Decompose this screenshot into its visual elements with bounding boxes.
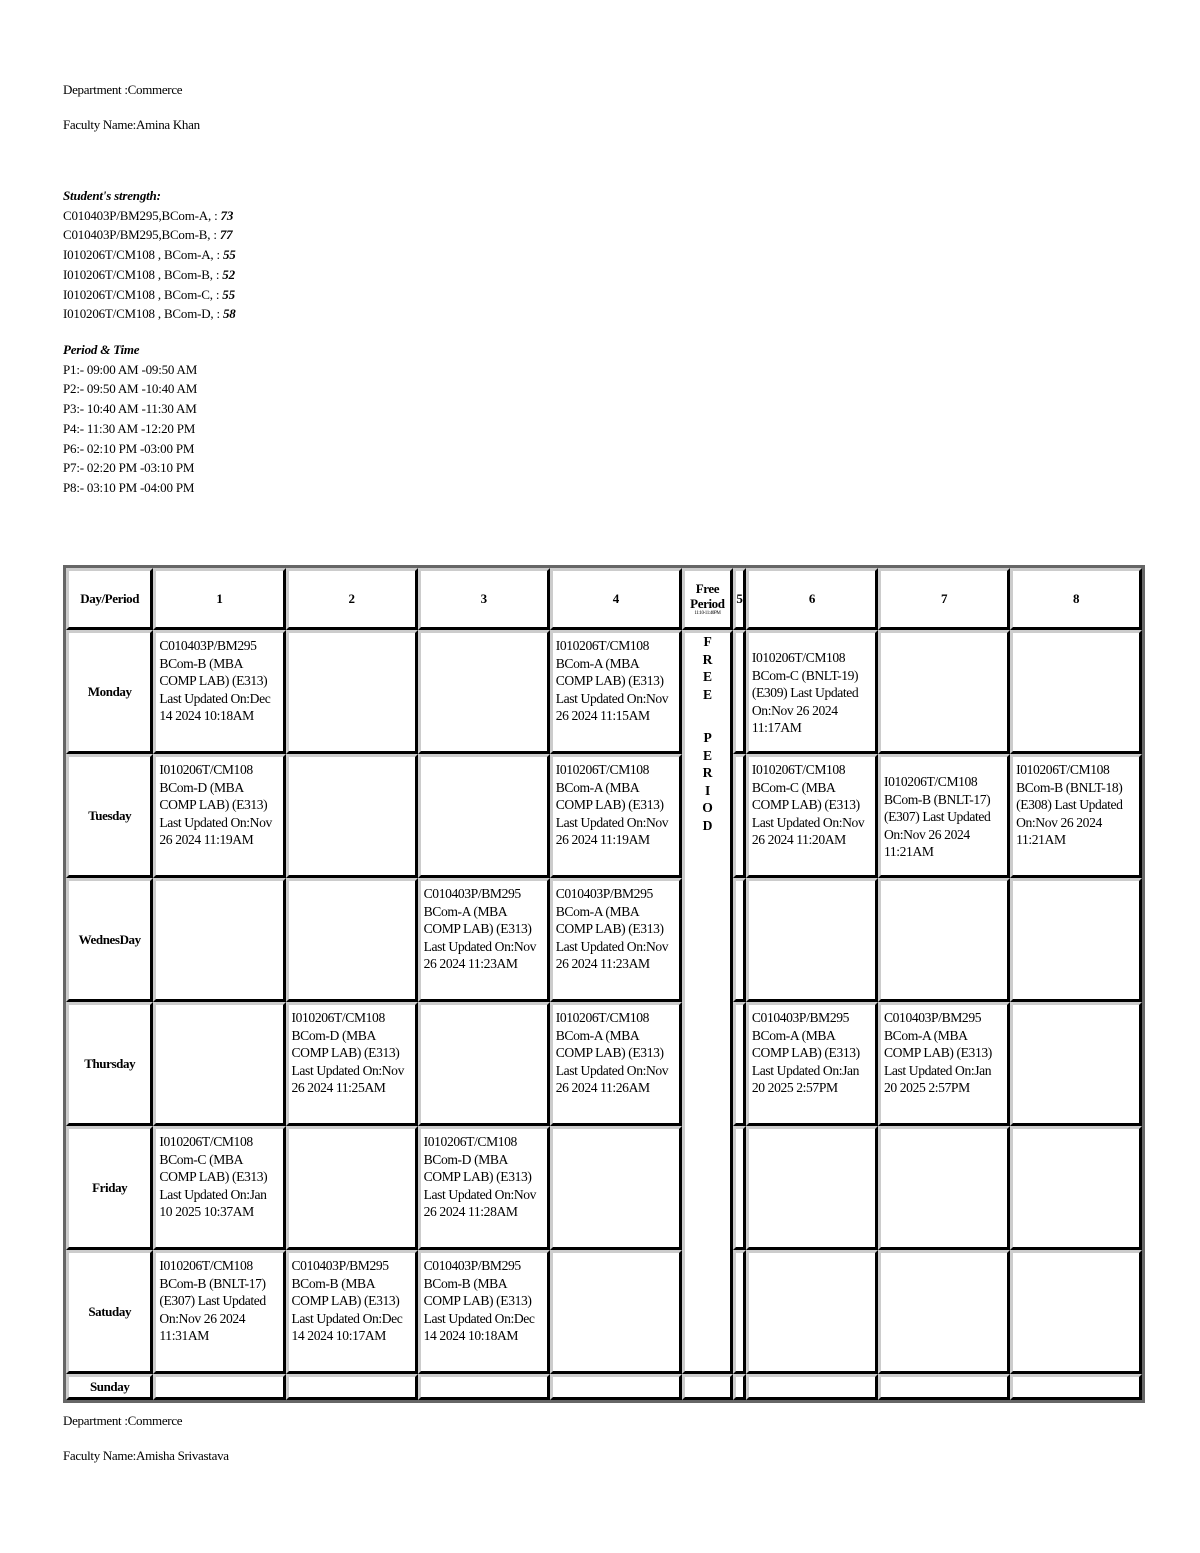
timetable-cell	[733, 754, 746, 878]
timetable-cell	[286, 1126, 418, 1250]
corner-header: Day/Period	[66, 568, 153, 630]
timetable-cell: I010206T/CM108 BCom-C (BNLT-19)(E309) Last Updated On:Nov 26 2024 11:17AM	[746, 630, 878, 754]
period-row: P4:- 11:30 AM -12:20 PM	[63, 420, 196, 436]
timetable-cell	[1010, 1250, 1142, 1374]
day-label: Thursday	[66, 1002, 153, 1126]
period-row: P1:- 09:00 AM -09:50 AM	[63, 361, 198, 377]
timetable-cell: I010206T/CM108 BCom-B (BNLT-17)(E307) Last Updated On:Nov 26 2024 11:31AM	[153, 1250, 285, 1374]
day-label: Satuday	[66, 1250, 153, 1374]
timetable-cell: C010403P/BM295 BCom-A (MBA COMP LAB) (E313) Last Updated On:Nov 26 2024 11:23AM	[418, 878, 550, 1002]
timetable-cell: I010206T/CM108 BCom-D (MBA COMP LAB) (E313) Last Updated On:Nov 26 2024 11:28AM	[418, 1126, 550, 1250]
footer-department-label: Department :Commerce	[63, 1413, 183, 1428]
timetable-cell	[418, 1002, 550, 1126]
period-header: 6	[746, 568, 878, 630]
day-label: Monday	[66, 630, 153, 754]
timetable-cell	[1010, 1374, 1142, 1400]
timetable-cell	[682, 1374, 733, 1400]
period-header: 7	[878, 568, 1010, 630]
strength-row: C010403P/BM295,BCom-A, : 73	[63, 207, 234, 223]
period-header: 4	[550, 568, 682, 630]
footer-faculty-name-label: Faculty Name:Amisha Srivastava	[63, 1448, 229, 1463]
timetable-cell	[733, 1250, 746, 1374]
day-label: WednesDay	[66, 878, 153, 1002]
period-header: 5	[733, 568, 746, 630]
timetable-cell: I010206T/CM108 BCom-C (MBA COMP LAB) (E313) Last Updated On:Jan 10 2025 10:37AM	[153, 1126, 285, 1250]
free-period-column	[682, 630, 733, 1374]
period-row: P2:- 09:50 AM -10:40 AM	[63, 381, 198, 397]
student-strength-title: Student's strength:	[63, 188, 161, 203]
timetable-cell	[1010, 1126, 1142, 1250]
strength-row: C010403P/BM295,BCom-B, : 77	[63, 227, 233, 243]
timetable-cell	[550, 1250, 682, 1374]
period-header: 8	[1010, 568, 1142, 630]
timetable-cell	[746, 878, 878, 1002]
timetable-cell	[746, 1126, 878, 1250]
timetable-cell	[746, 1374, 878, 1400]
timetable-cell: C010403P/BM295 BCom-B (MBA COMP LAB) (E313) Last Updated On:Dec 14 2024 10:18AM	[153, 630, 285, 754]
timetable-cell	[733, 878, 746, 1002]
timetable-cell: C010403P/BM295 BCom-A (MBA COMP LAB) (E313) Last Updated On:Jan 20 2025 2:57PM	[746, 1002, 878, 1126]
day-label: Friday	[66, 1126, 153, 1250]
free-period-text: FREE	[702, 634, 713, 702]
period-header: 1	[153, 568, 285, 630]
timetable-cell: C010403P/BM295 BCom-B (MBA COMP LAB) (E313) Last Updated On:Dec 14 2024 10:17AM	[286, 1250, 418, 1374]
timetable-cell: I010206T/CM108 BCom-D (MBA COMP LAB) (E313) Last Updated On:Nov 26 2024 11:25AM	[286, 1002, 418, 1126]
timetable-cell	[1010, 630, 1142, 754]
timetable-cell: I010206T/CM108 BCom-A (MBA COMP LAB) (E313) Last Updated On:Nov 26 2024 11:26AM	[550, 1002, 682, 1126]
strength-row: I010206T/CM108 , BCom-C, : 55	[63, 286, 235, 302]
department-label: Department :Commerce	[63, 82, 183, 97]
timetable-cell	[286, 754, 418, 878]
strength-row: I010206T/CM108 , BCom-A, : 55	[63, 247, 236, 263]
period-row: P8:- 03:10 PM -04:00 PM	[63, 479, 195, 495]
day-label: Tuesday	[66, 754, 153, 878]
timetable-cell	[153, 1374, 285, 1400]
timetable-cell: I010206T/CM108 BCom-B (BNLT-17)(E307) Last Updated On:Nov 26 2024 11:21AM	[878, 754, 1010, 878]
timetable-cell	[878, 1250, 1010, 1374]
timetable-cell	[286, 878, 418, 1002]
timetable-cell: I010206T/CM108 BCom-A (MBA COMP LAB) (E313) Last Updated On:Nov 26 2024 11:19AM	[550, 754, 682, 878]
period-header: 3	[418, 568, 550, 630]
timetable-cell	[550, 1126, 682, 1250]
timetable-cell	[418, 1374, 550, 1400]
timetable-cell	[153, 1002, 285, 1126]
timetable-cell: C010403P/BM295 BCom-B (MBA COMP LAB) (E313) Last Updated On:Dec 14 2024 10:18AM	[418, 1250, 550, 1374]
period-row: P7:- 02:20 PM -03:10 PM	[63, 460, 195, 476]
timetable-cell: I010206T/CM108 BCom-B (BNLT-18)(E308) Last Updated On:Nov 26 2024 11:21AM	[1010, 754, 1142, 878]
timetable-cell	[878, 630, 1010, 754]
timetable-cell: I010206T/CM108 BCom-C (MBA COMP LAB) (E313) Last Updated On:Nov 26 2024 11:20AM	[746, 754, 878, 878]
timetable-cell	[733, 1126, 746, 1250]
timetable-cell: C010403P/BM295 BCom-A (MBA COMP LAB) (E313) Last Updated On:Jan 20 2025 2:57PM	[878, 1002, 1010, 1126]
timetable-cell	[286, 1374, 418, 1400]
timetable-cell	[418, 754, 550, 878]
timetable-cell	[746, 1250, 878, 1374]
strength-row: I010206T/CM108 , BCom-B, : 52	[63, 266, 235, 282]
timetable-cell	[550, 1374, 682, 1400]
period-row: P6:- 02:10 PM -03:00 PM	[63, 440, 195, 456]
timetable-cell: I010206T/CM108 BCom-A (MBA COMP LAB) (E313) Last Updated On:Nov 26 2024 11:15AM	[550, 630, 682, 754]
timetable-cell	[733, 1002, 746, 1126]
timetable-cell	[878, 1374, 1010, 1400]
timetable	[63, 565, 1145, 1403]
period-row: P3:- 10:40 AM -11:30 AM	[63, 401, 197, 417]
period-time-title: Period & Time	[63, 342, 140, 357]
timetable-cell	[733, 1374, 746, 1400]
timetable-cell	[286, 630, 418, 754]
strength-row: I010206T/CM108 , BCom-D, : 58	[63, 306, 236, 322]
timetable-cell: C010403P/BM295 BCom-A (MBA COMP LAB) (E313) Last Updated On:Nov 26 2024 11:23AM	[550, 878, 682, 1002]
timetable-cell	[1010, 878, 1142, 1002]
timetable-cell	[418, 630, 550, 754]
day-label: Sunday	[66, 1374, 153, 1400]
period-header: 2	[286, 568, 418, 630]
faculty-name-label: Faculty Name:Amina Khan	[63, 117, 200, 132]
timetable-cell	[1010, 1002, 1142, 1126]
free-period-header: Free Period 11:10-11:40PM	[682, 568, 733, 630]
timetable-cell	[878, 878, 1010, 1002]
timetable-cell	[878, 1126, 1010, 1250]
timetable-cell	[153, 878, 285, 1002]
timetable-cell	[733, 630, 746, 754]
timetable-cell: I010206T/CM108 BCom-D (MBA COMP LAB) (E313) Last Updated On:Nov 26 2024 11:19AM	[153, 754, 285, 878]
free-period-text: PERIOD	[702, 730, 713, 833]
